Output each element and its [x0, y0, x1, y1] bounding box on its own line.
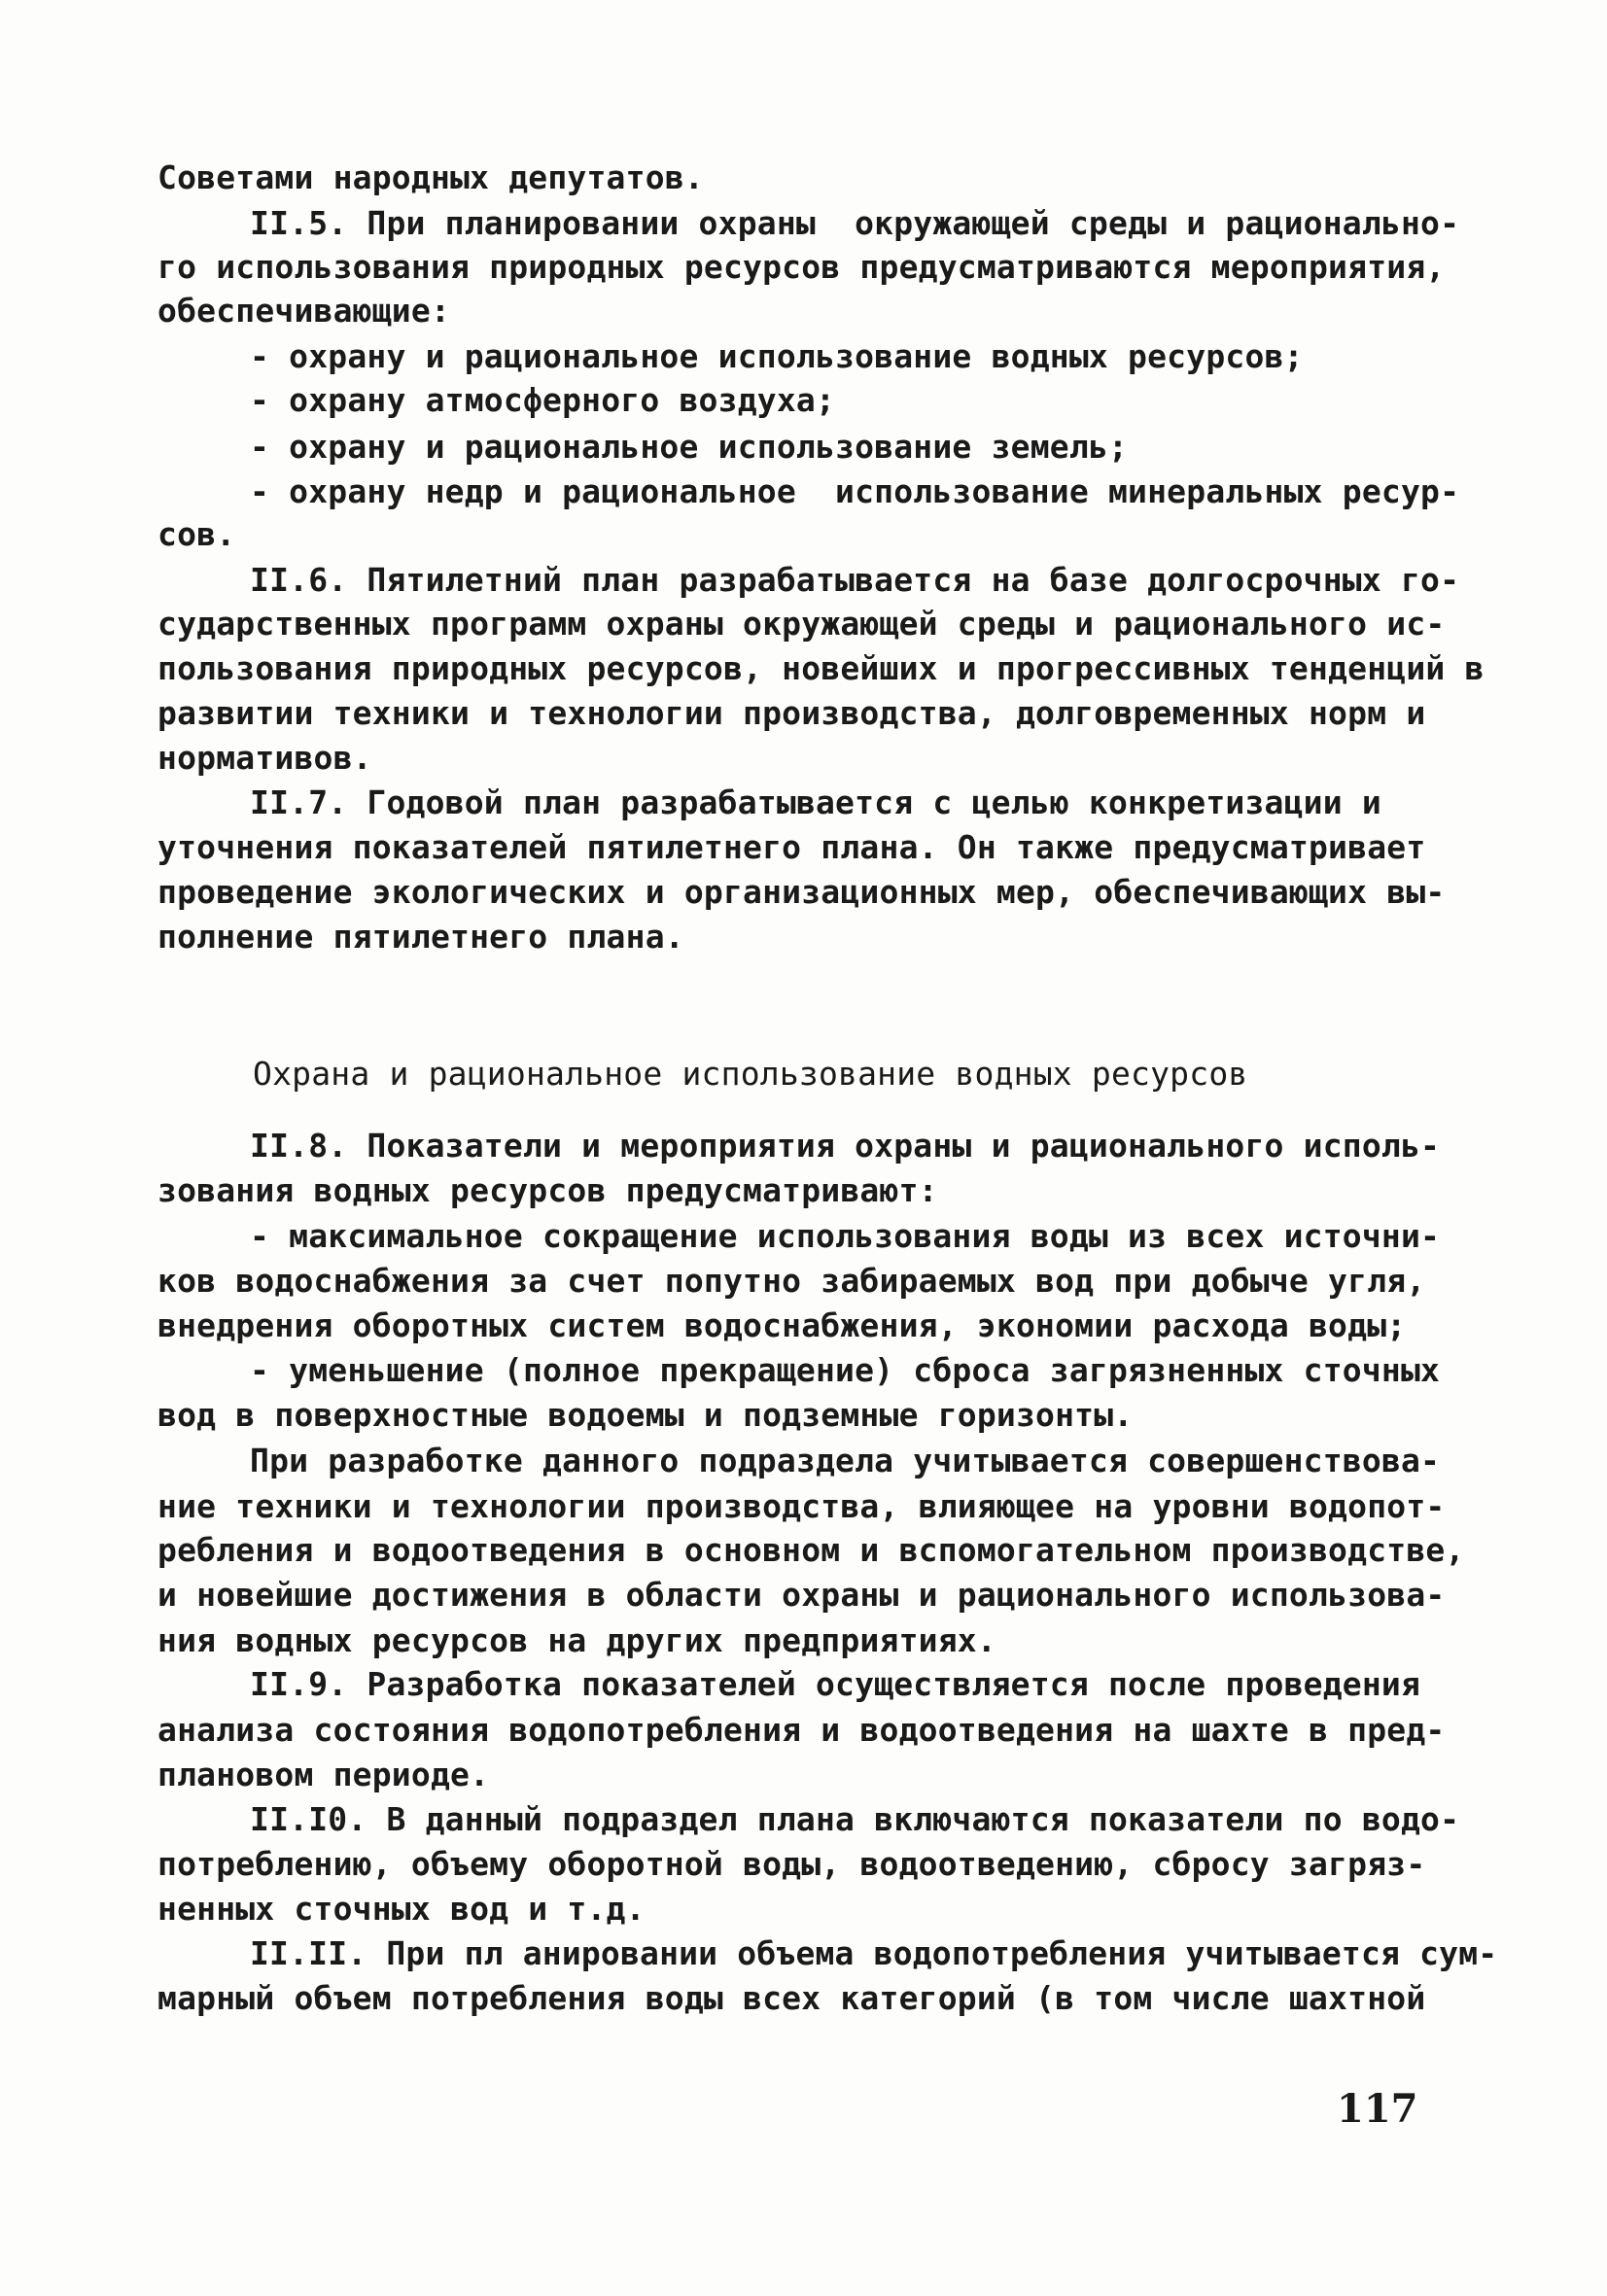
text-line: - охрану недр и рациональное использование минеральных ресур-: [250, 472, 1460, 510]
text-line: сов.: [157, 515, 236, 553]
text-line: II.9. Разработка показателей осуществляется после проведения: [250, 1665, 1421, 1703]
text-line: II.I0. В данный подраздел плана включаются показатели по водо-: [250, 1800, 1460, 1838]
text-line: - уменьшение (полное прекращение) сброса загрязненных сточных: [250, 1351, 1441, 1389]
text-line: зования водных ресурсов предусматривают:: [157, 1171, 938, 1209]
text-line: ребления и водоотведения в основном и вспомогательном производстве,: [157, 1531, 1465, 1569]
text-line: пользования природных ресурсов, новейших и прогрессивных тенденций в: [157, 649, 1485, 687]
text-line: полнение пятилетнего плана.: [157, 918, 684, 956]
text-line: - охрану и рациональное использование земель;: [250, 428, 1129, 466]
text-line: сударственных программ охраны окружающей среды и рационального ис-: [157, 605, 1446, 643]
text-line: внедрения оборотных систем водоснабжения, экономии расхода воды;: [157, 1306, 1407, 1344]
text-line: - охрану и рациональное использование водных ресурсов;: [250, 337, 1304, 375]
text-line: ния водных ресурсов на других предприятиях.: [157, 1621, 996, 1659]
text-line: потреблению, объему оборотной воды, водоотведению, сбросу загряз-: [157, 1845, 1426, 1883]
text-line: марный объем потребления воды всех категорий (в том числе шахтной: [157, 1979, 1426, 2017]
text-line: II.5. При планировании охраны окружающей среды и рационально-: [250, 204, 1460, 242]
text-line: уточнения показателей пятилетнего плана. Он также предусматривает: [157, 828, 1426, 866]
section-heading: Охрана и рациональное использование водных ресурсов: [253, 1055, 1248, 1093]
text-line: ние техники и технологии производства, влияющее на уровни водопот-: [157, 1487, 1446, 1525]
text-line: вод в поверхностные водоемы и подземные горизонты.: [157, 1396, 1134, 1434]
text-line: го использования природных ресурсов предусматриваются мероприятия,: [157, 248, 1446, 286]
text-line: нормативов.: [157, 739, 372, 777]
text-line: II.6. Пятилетний план разрабатывается на базе долгосрочных го-: [250, 561, 1460, 599]
page-number: 117: [1337, 2086, 1418, 2132]
text-line: - максимальное сокращение использования воды из всех источни-: [250, 1217, 1441, 1255]
text-line: II.II. При пл анировании объема водопотребления учитывается сум-: [250, 1934, 1498, 1972]
text-line: - охрану атмосферного воздуха;: [250, 381, 836, 419]
text-line: ненных сточных вод и т.д.: [157, 1890, 646, 1928]
text-line: проведение экологических и организационных мер, обеспечивающих вы-: [157, 873, 1446, 911]
text-line: При разработке данного подраздела учитывается совершенствова-: [250, 1442, 1441, 1479]
text-line: и новейшие достижения в области охраны и рационального использова-: [157, 1576, 1446, 1614]
text-line: Советами народных депутатов.: [157, 158, 704, 196]
text-line: ков водоснабжения за счет попутно забираемых вод при добыче угля,: [157, 1262, 1426, 1300]
text-line: обеспечивающие:: [157, 292, 451, 330]
text-line: плановом периоде.: [157, 1756, 490, 1793]
text-line: анализа состояния водопотребления и водоотведения на шахте в пред-: [157, 1711, 1446, 1749]
text-line: II.7. Годовой план разрабатывается с целью конкретизации и: [250, 783, 1381, 821]
text-line: II.8. Показатели и мероприятия охраны и рационального исполь-: [250, 1127, 1441, 1165]
text-line: развитии техники и технологии производства, долговременных норм и: [157, 694, 1426, 732]
